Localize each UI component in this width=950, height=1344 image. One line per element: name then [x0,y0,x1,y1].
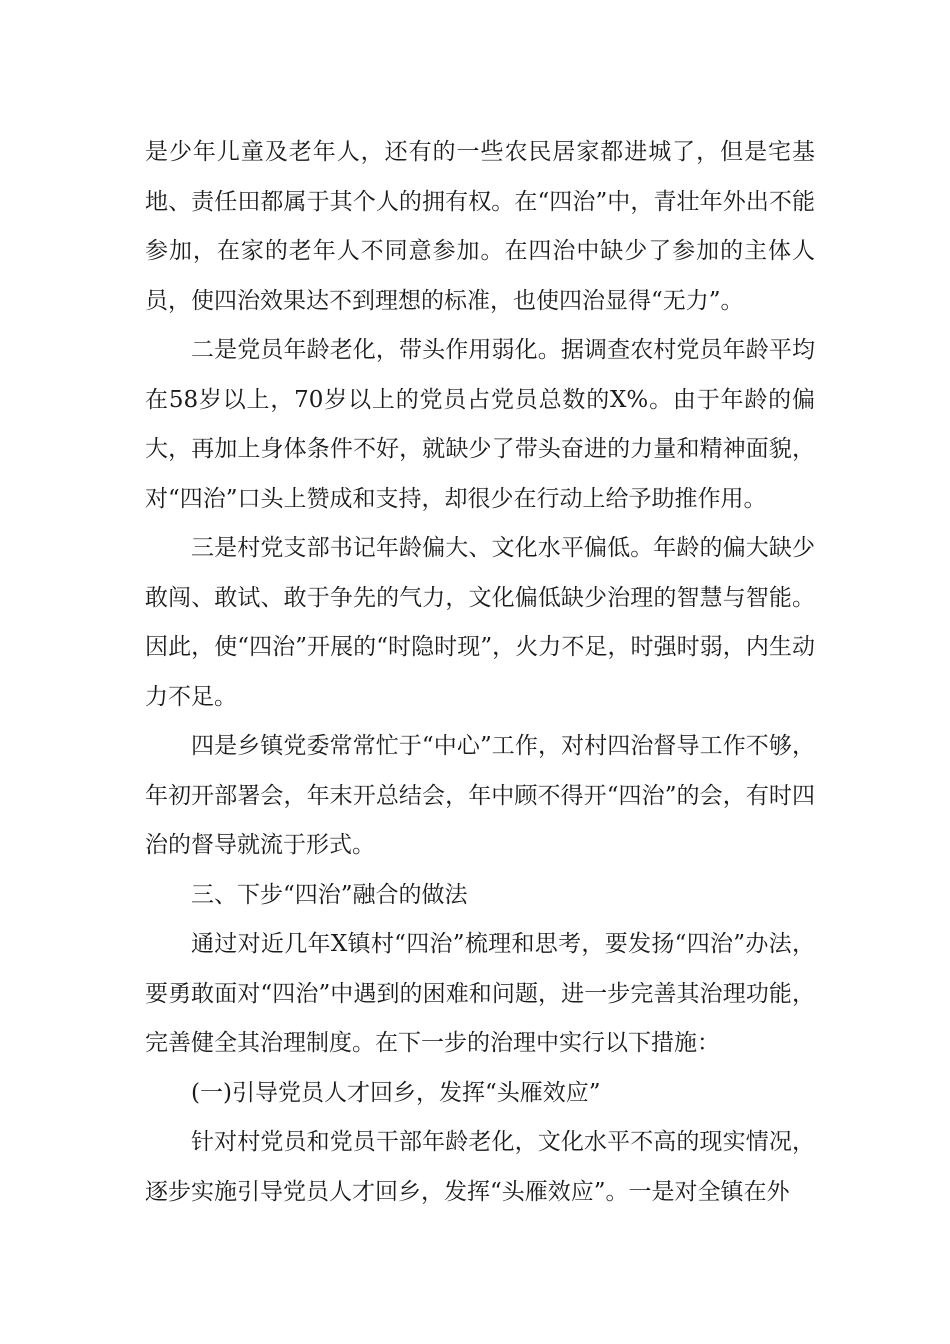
document-body [145,128,815,1217]
paragraph-party-member-aging: 二是党员年龄老化，带头作用弱化。据调查农村党员年龄平均在58岁以上，70岁以上的党员占党员总数的X%。由于年龄的偏大，再加上身体条件不好，就缺少了带头奋进的力量和精神面貌，对“四治”口头上赞成和支持，却很少在行动上给予助推作用。 [145,337,815,512]
paragraph-secretary-aging: 三是村党支部书记年龄偏大、文化水平偏低。年龄的偏大缺少敢闯、敢试、敢于争先的气力，文化偏低缺少治理的智慧与智能。因此，使“四治”开展的“时隐时现”，火力不足，时强时弱，内生动力不足。 [145,535,815,710]
section-heading-next-steps: 三、下步“四治”融合的做法 [191,881,468,908]
paragraph-next-steps-intro: 通过对近几年X镇村“四治”梳理和思考，要发扬“四治”办法，要勇敢面对“四治”中遇到的困难和问题，进一步完善其治理功能，完善健全其治理制度。在下一步的治理中实行以下措施： [145,931,815,1056]
paragraph-continuation: 是少年儿童及老年人，还有的一些农民居家都进城了，但是宅基地、责任田都属于其个人的拥有权。在“四治”中，青壮年外出不能参加，在家的老年人不同意参加。在四治中缺少了参加的主体人员，使四治效果达不到理想的标准，也使四治显得“无力”。 [145,139,815,314]
paragraph-township-supervision: 四是乡镇党委常常忙于“中心”工作，对村四治督导工作不够，年初开部署会，年末开总结会，年中顾不得开“四治”的会，有时四治的督导就流于形式。 [145,733,815,858]
subsection-heading-talent-return: (一)引导党员人才回乡，发挥“头雁效应” [191,1079,601,1106]
paragraph-talent-return: 针对村党员和党员干部年龄老化，文化水平不高的现实情况，逐步实施引导党员人才回乡，发挥“头雁效应”。一是对全镇在外 [145,1129,815,1205]
